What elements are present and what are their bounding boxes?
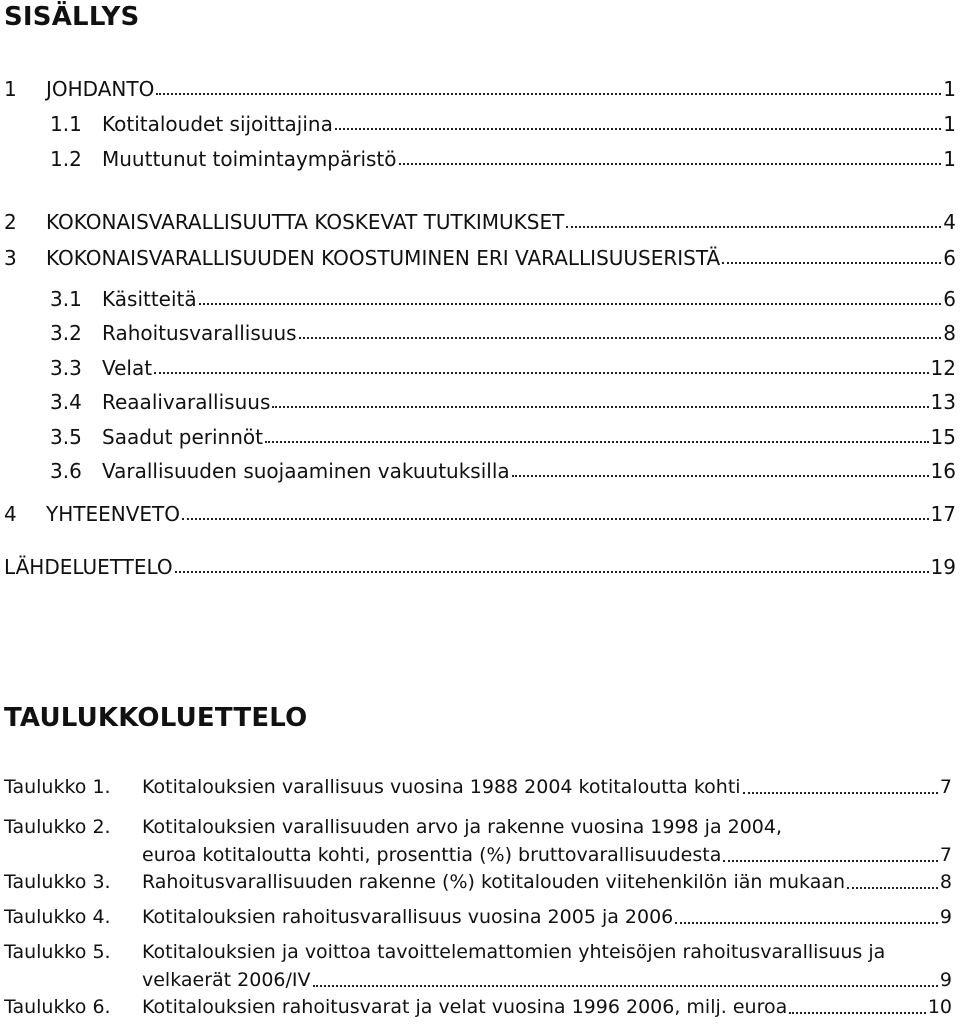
toc-entry-title: Muuttunut toimintaympäristö [102,147,397,171]
toc-entry-page: 6 [943,287,956,311]
dot-leader [722,262,941,264]
toc-entry[interactable] [4,235,956,269]
dot-leader [313,985,938,987]
toc-entry-page: 1 [943,112,956,136]
toc-entry[interactable] [50,136,956,170]
dot-leader [847,887,938,889]
dot-leader [272,406,928,408]
toc-entry-number: 2 [4,210,17,234]
dot-leader [512,475,929,477]
toc-entry-number: 1.2 [50,147,82,171]
toc-entry[interactable] [50,345,956,379]
toc-entry-title: KOKONAISVARALLISUUDEN KOOSTUMINEN ERI VARALLISUUSERISTÄ [46,246,721,270]
table-caption [142,813,952,869]
dot-leader [175,571,929,573]
table-caption-line [142,841,952,869]
table-list-entry[interactable] [4,773,952,801]
toc-entry-number: 4 [4,502,17,526]
table-list-entry[interactable] [4,993,952,1021]
toc-entry-page: 17 [930,502,956,526]
dot-leader [399,163,942,165]
table-caption-line [142,938,952,966]
table-caption-text: Kotitalouksien varallisuus vuosina 1988 2004 kotitaloutta kohti [142,776,741,798]
toc-entry-title: Rahoitusvarallisuus [102,321,297,345]
toc-entry-page: 13 [930,390,956,414]
toc-entry-number: 3.3 [50,356,82,380]
toc-entry-page: 1 [943,147,956,171]
toc-entry[interactable] [4,491,956,525]
table-caption-line [142,903,952,931]
table-caption [142,903,952,931]
toc-entry[interactable] [50,101,956,135]
dot-leader [265,441,929,443]
dot-leader [156,93,941,95]
toc-entry-title: KOKONAISVARALLISUUTTA KOSKEVAT TUTKIMUKSET [46,210,565,234]
table-list-entry[interactable] [4,868,952,896]
toc-entry[interactable] [4,544,956,578]
toc-entry-number: 3.6 [50,459,82,483]
toc-entry[interactable] [4,66,956,100]
toc-entry[interactable] [50,448,956,482]
table-list-entry[interactable] [4,813,952,869]
toc-entry-number: 3.2 [50,321,82,345]
toc-entry-number: 1.1 [50,112,82,136]
toc-entry-title: Velat [102,356,153,380]
table-label: Taulukko 1. [4,776,111,798]
table-caption-text: Kotitalouksien rahoitusvarallisuus vuosina 2005 ja 2006 [142,906,674,928]
toc-entry-page: 6 [943,246,956,270]
table-caption-text: velkaerät 2006/IV [142,969,311,991]
table-caption-line [142,868,952,896]
table-caption [142,938,952,994]
table-page-number: 9 [939,969,952,991]
toc-entry-number: 3.4 [50,390,82,414]
toc-entry-page: 8 [943,321,956,345]
dot-leader [199,303,942,305]
toc-entry-number: 3.1 [50,287,82,311]
table-page-number: 8 [939,871,952,893]
toc-entry[interactable] [50,414,956,448]
toc-entry[interactable] [50,276,956,310]
dot-leader [743,792,938,794]
dot-leader [789,1012,926,1014]
dot-leader [299,337,942,339]
table-page-number: 9 [939,906,952,928]
dot-leader [723,860,938,862]
dot-leader [675,922,938,924]
toc-entry-page: 19 [930,555,956,579]
dot-leader [154,372,928,374]
table-caption [142,773,952,801]
toc-entry-title: Saadut perinnöt [102,425,263,449]
toc-entry-page: 12 [930,356,956,380]
table-caption-text: Kotitalouksien varallisuuden arvo ja rakenne vuosina 1998 ja 2004, [142,816,783,838]
toc-entry-title: Kotitaloudet sijoittajina [102,112,333,136]
table-list-entry[interactable] [4,903,952,931]
toc-entry-title: Reaalivarallisuus [102,390,271,414]
toc-entry-title: LÄHDELUETTELO [4,555,173,579]
dot-leader [182,518,929,520]
table-caption [142,868,952,896]
table-page-number: 7 [939,776,952,798]
table-caption-text: Rahoitusvarallisuuden rakenne (%) kotitalouden viitehenkilön iän mukaan [142,871,846,893]
table-caption-line [142,993,952,1021]
toc-heading: SISÄLLYS [4,2,140,32]
table-page-number: 7 [939,844,952,866]
toc-entry-number: 3.5 [50,425,82,449]
table-caption-line [142,813,952,841]
table-list-heading: TAULUKKOLUETTELO [4,703,308,733]
table-page-number: 10 [927,996,952,1018]
table-caption [142,993,952,1021]
table-label: Taulukko 2. [4,816,111,838]
toc-entry-title: JOHDANTO [46,77,155,101]
table-caption-line [142,773,952,801]
toc-entry-number: 1 [4,77,17,101]
toc-entry-page: 15 [930,425,956,449]
table-caption-text: Kotitalouksien rahoitusvarat ja velat vuosina 1996 2006, milj. euroa [142,996,788,1018]
toc-entry-page: 4 [943,210,956,234]
toc-entry-number: 3 [4,246,17,270]
toc-entry-page: 1 [943,77,956,101]
toc-entry-page: 16 [930,459,956,483]
table-label: Taulukko 3. [4,871,111,893]
dot-leader [335,128,941,130]
dot-leader [566,226,941,228]
toc-entry-title: Varallisuuden suojaaminen vakuutuksilla [102,459,510,483]
table-label: Taulukko 6. [4,996,111,1018]
toc-entry[interactable] [4,199,956,233]
table-caption-text: euroa kotitaloutta kohti, prosenttia (%) bruttovarallisuudesta [142,844,722,866]
toc-entry-title: YHTEENVETO [46,502,180,526]
table-label: Taulukko 4. [4,906,111,928]
toc-entry[interactable] [50,310,956,344]
table-caption-line [142,966,952,994]
toc-entry-title: Käsitteitä [102,287,197,311]
table-caption-text: Kotitalouksien ja voittoa tavoittelemattomien yhteisöjen rahoitusvarallisuus ja [142,941,886,963]
table-list-entry[interactable] [4,938,952,994]
table-label: Taulukko 5. [4,941,111,963]
toc-entry[interactable] [50,379,956,413]
